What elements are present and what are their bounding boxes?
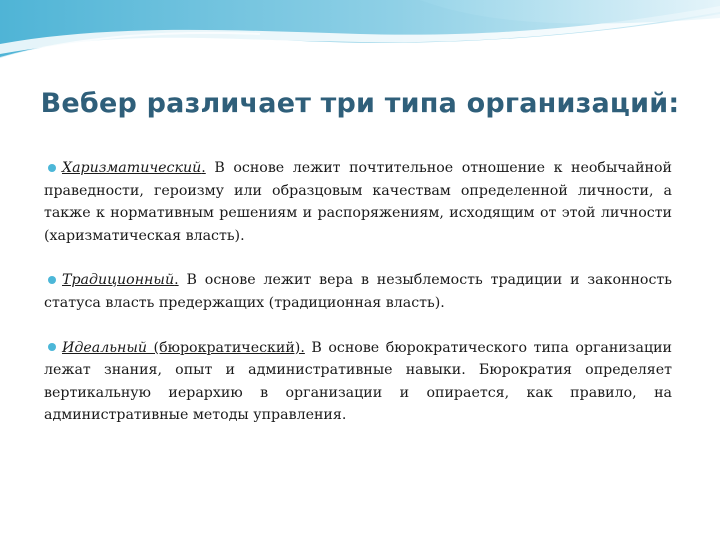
bullet-icon — [48, 343, 56, 351]
term-punct: . — [201, 160, 206, 176]
term-extra: (бюрократический). — [153, 339, 305, 356]
slide-title: Вебер различает три типа организаций: — [40, 88, 680, 119]
term-ideal: Идеальный — [62, 339, 154, 356]
term-charismatic: Харизматический — [62, 160, 202, 176]
list-item-charismatic — [44, 157, 672, 247]
item-text: В основе лежит вера в незыблемость традиции и законность статуса власть предержащих (традиционная власть). — [44, 272, 672, 311]
bullet-icon — [48, 164, 56, 172]
header-wave-decoration — [0, 0, 720, 70]
list-item-ideal — [44, 337, 672, 427]
term-punct: . — [174, 272, 179, 289]
bullet-icon — [48, 276, 56, 284]
term-traditional: Традиционный — [62, 272, 175, 289]
list-item-traditional — [44, 269, 672, 314]
item-text: В основе лежит почтительное отношение к необычайной праведности, героизму или образцовым качествам определенной личности, а также к нормативным решениям и распоряжениям, исходящим от этой личности (харизматическая власть). — [44, 160, 672, 244]
bullet-list — [44, 157, 672, 427]
item-text: В основе бюрократического типа организации лежат знания, опыт и административные навыки. Бюрократия определяет вертикальную иерархию в организации и опирается, как правило, на административные методы управления. — [44, 339, 672, 424]
